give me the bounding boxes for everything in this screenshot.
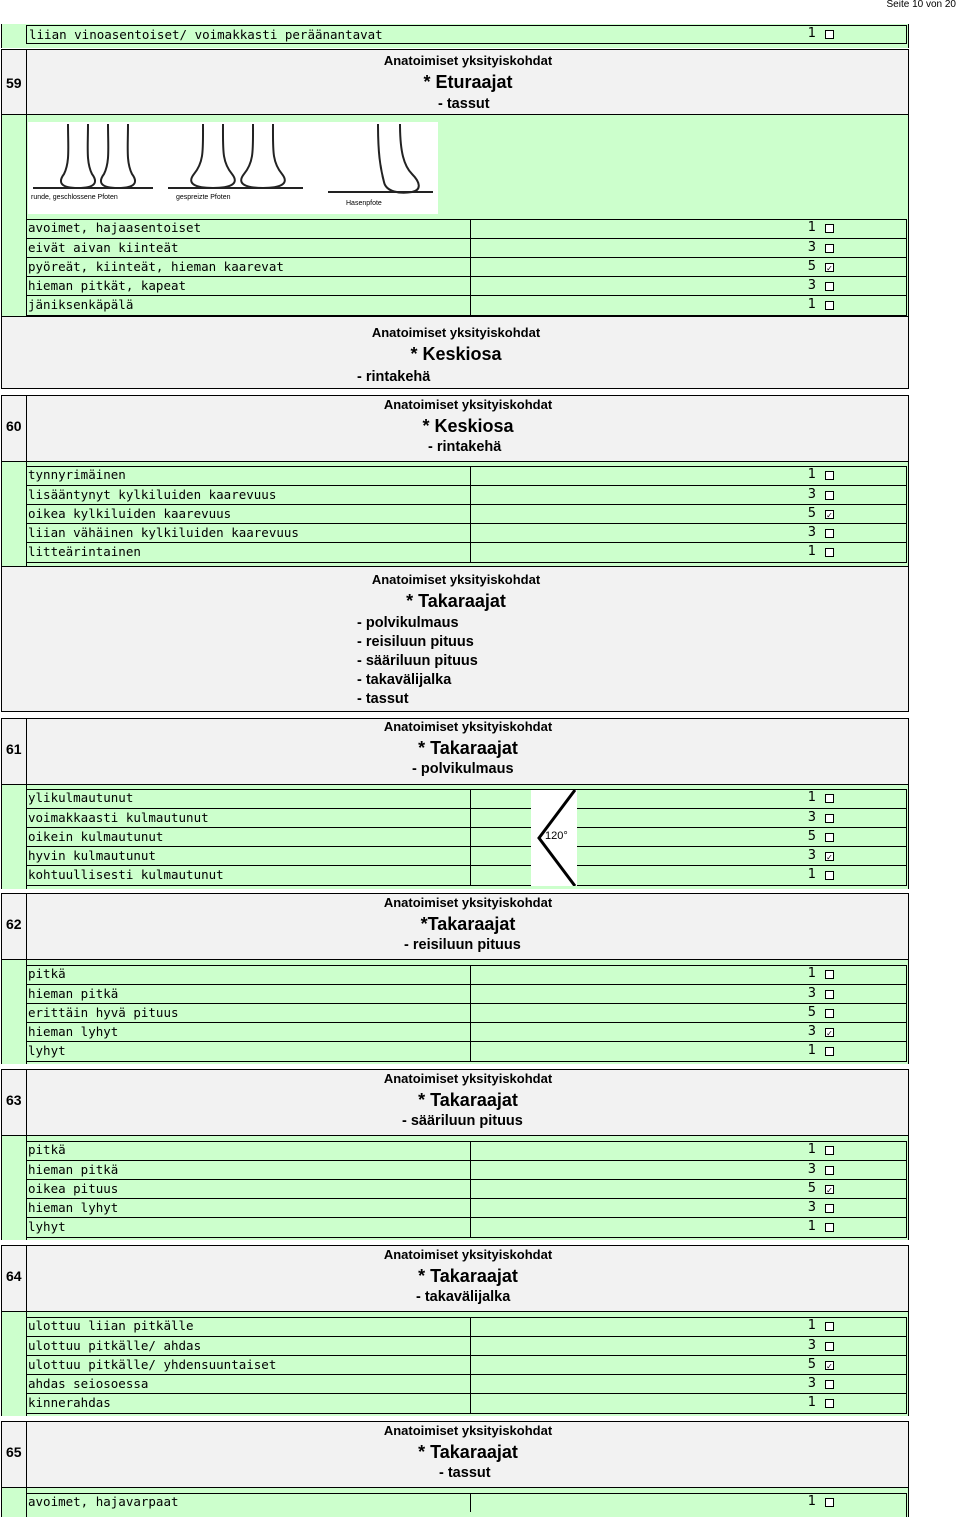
angle-label: 120° <box>545 830 568 842</box>
option-checkbox[interactable] <box>825 282 834 291</box>
option-points: 3 <box>807 487 816 502</box>
option-row <box>26 846 907 865</box>
option-label: oikea pituus <box>26 1180 471 1199</box>
section-title: * Takaraajat <box>418 738 518 758</box>
option-label: pyöreät, kiinteät, hieman kaarevat <box>26 258 471 277</box>
option-label: ulottuu liian pitkälle <box>26 1317 471 1336</box>
option-row <box>26 276 907 295</box>
option-row <box>26 1217 907 1236</box>
number-cell <box>1 115 27 316</box>
option-points: 1 <box>807 1043 816 1058</box>
option-label: avoimet, hajavarpaat <box>26 1493 471 1512</box>
section-title: * Eturaajat <box>423 72 513 92</box>
option-label: lisääntynyt kylkiluiden kaarevuus <box>26 486 471 505</box>
option-points: 1 <box>807 1219 816 1234</box>
option-checkbox[interactable] <box>825 1204 834 1213</box>
option-row <box>26 1022 907 1041</box>
option-row <box>26 789 907 808</box>
option-label: liian vinoasentoiset/ voimakkasti peräänantavat <box>29 27 383 42</box>
option-checkbox[interactable] <box>825 1399 834 1408</box>
option-row <box>26 542 907 561</box>
option-label: hieman pitkä <box>26 1161 471 1180</box>
option-checkbox[interactable] <box>825 548 834 557</box>
option-row <box>26 1355 907 1374</box>
option-checkbox[interactable] <box>825 1322 834 1331</box>
option-points: 3 <box>807 278 816 293</box>
section-title: *Takaraajat <box>420 914 516 934</box>
option-row <box>26 1141 907 1160</box>
page-number: Seite 10 von 20 <box>886 0 956 10</box>
section-number: 64 <box>6 1268 22 1284</box>
option-label: pitkä <box>26 1141 471 1160</box>
option-points: 1 <box>807 1395 816 1410</box>
option-points: 1 <box>807 220 816 235</box>
option-points: 1 <box>807 966 816 981</box>
option-label: litteärintainen <box>26 543 471 562</box>
option-label: kohtuullisesti kulmautunut <box>26 866 471 885</box>
option-checkbox[interactable]: ✓ <box>826 1029 833 1038</box>
section-header-label: Anatoimiset yksityiskohdat <box>383 1247 553 1262</box>
option-label: hyvin kulmautunut <box>26 847 471 866</box>
angle-illustration <box>531 790 577 886</box>
option-checkbox[interactable] <box>825 471 834 480</box>
option-checkbox[interactable]: ✓ <box>826 264 833 273</box>
option-row <box>26 504 907 523</box>
option-row <box>26 523 907 542</box>
option-checkbox[interactable] <box>825 814 834 823</box>
option-row <box>26 984 907 1003</box>
option-points: 3 <box>807 986 816 1001</box>
block-title: * Keskiosa <box>410 344 502 364</box>
option-points: 5 <box>807 1357 816 1372</box>
option-checkbox[interactable] <box>825 491 834 500</box>
option-points: 3 <box>807 240 816 255</box>
section-title: * Takaraajat <box>418 1442 518 1462</box>
option-label: eivät aivan kiinteät <box>26 239 471 258</box>
section-header-label: Anatoimiset yksityiskohdat <box>383 895 553 910</box>
section-header-label: Anatoimiset yksityiskohdat <box>371 325 541 340</box>
section-title: * Takaraajat <box>418 1266 518 1286</box>
option-label: hieman lyhyt <box>26 1023 471 1042</box>
block-line: - takavälijalka <box>357 672 452 688</box>
option-label: voimakkaasti kulmautunut <box>26 809 471 828</box>
block-line: - sääriluun pituus <box>357 653 478 669</box>
image-caption: runde, geschlossene Pfoten <box>31 194 118 201</box>
option-row <box>26 1336 907 1355</box>
option-row <box>26 257 907 276</box>
section-header-label: Anatoimiset yksityiskohdat <box>383 53 553 68</box>
option-label: liian vähäinen kylkiluiden kaarevuus <box>26 524 471 543</box>
section-number: 59 <box>6 75 22 91</box>
section-subtitle: - tassut <box>438 96 490 112</box>
section-header-label: Anatoimiset yksityiskohdat <box>371 572 541 587</box>
number-cell <box>1 785 27 889</box>
section-header-label: Anatoimiset yksityiskohdat <box>383 397 553 412</box>
section-number: 62 <box>6 916 22 932</box>
option-label: avoimet, hajaasentoiset <box>26 219 471 238</box>
option-row <box>26 827 907 846</box>
paw-illustration <box>28 122 438 214</box>
option-points: 3 <box>807 1376 816 1391</box>
option-checkbox[interactable] <box>825 1009 834 1018</box>
option-row <box>26 965 907 984</box>
option-points: 3 <box>807 1162 816 1177</box>
number-cell <box>1 1136 27 1240</box>
option-label: kinnerahdas <box>26 1394 471 1413</box>
option-label: erittäin hyvä pituus <box>26 1004 471 1023</box>
option-row <box>26 808 907 827</box>
section-subtitle: - rintakehä <box>428 439 502 455</box>
option-points: 1 <box>807 867 816 882</box>
option-row <box>26 219 907 238</box>
image-caption: Hasenpfote <box>346 200 382 207</box>
option-checkbox[interactable] <box>825 833 834 842</box>
option-row <box>26 238 907 257</box>
option-row <box>26 1160 907 1179</box>
option-row <box>26 295 907 314</box>
option-label: oikein kulmautunut <box>26 828 471 847</box>
option-checkbox[interactable] <box>825 1380 834 1389</box>
option-points: 5 <box>807 506 816 521</box>
option-row <box>26 1393 907 1412</box>
option-row <box>26 1179 907 1198</box>
block-line: - reisiluun pituus <box>357 634 474 650</box>
option-label: ulottuu pitkälle/ ahdas <box>26 1337 471 1356</box>
number-cell <box>1 1488 27 1517</box>
option-checkbox[interactable] <box>825 529 834 538</box>
block-line: - polvikulmaus <box>357 615 459 631</box>
block-title: * Takaraajat <box>406 591 506 611</box>
section-title: * Keskiosa <box>422 416 514 436</box>
section-subtitle: - polvikulmaus <box>412 761 514 777</box>
option-checkbox[interactable] <box>825 871 834 880</box>
option-points: 5 <box>807 1181 816 1196</box>
option-checkbox[interactable] <box>825 1146 834 1155</box>
option-row <box>26 1041 907 1060</box>
option-label: hieman pitkät, kapeat <box>26 277 471 296</box>
option-points: 5 <box>807 1005 816 1020</box>
option-points: 1 <box>807 1494 816 1509</box>
option-checkbox[interactable] <box>825 1498 834 1507</box>
option-points: 1 <box>807 26 816 41</box>
option-points: 1 <box>807 1142 816 1157</box>
number-cell <box>1 1312 27 1416</box>
option-points: 1 <box>807 467 816 482</box>
option-points: 1 <box>807 1318 816 1333</box>
option-checkbox[interactable] <box>825 301 834 310</box>
option-label: hieman pitkä <box>26 985 471 1004</box>
option-points: 5 <box>807 259 816 274</box>
option-label: tynnyrimäinen <box>26 466 471 485</box>
section-header-label: Anatoimiset yksityiskohdat <box>383 1071 553 1086</box>
section-subtitle: - takavälijalka <box>416 1289 511 1305</box>
section-subtitle: - reisiluun pituus <box>404 937 521 953</box>
option-label: oikea kylkiluiden kaarevuus <box>26 505 471 524</box>
option-row <box>26 466 907 485</box>
option-label: pitkä <box>26 965 471 984</box>
option-row <box>26 1374 907 1393</box>
section-header-label: Anatoimiset yksityiskohdat <box>383 719 553 734</box>
option-label: ylikulmautunut <box>26 789 471 808</box>
section-subtitle: - tassut <box>439 1465 491 1481</box>
section-number: 65 <box>6 1444 22 1460</box>
option-points: 3 <box>807 525 816 540</box>
option-row <box>26 865 907 884</box>
block-subtitle: - rintakehä <box>357 369 431 385</box>
option-checkbox[interactable] <box>825 1342 834 1351</box>
number-cell <box>1 462 27 566</box>
option-checkbox[interactable]: ✓ <box>826 511 833 520</box>
option-points: 3 <box>807 1024 816 1039</box>
option-checkbox[interactable] <box>825 794 834 803</box>
option-row <box>26 1317 907 1336</box>
option-checkbox[interactable]: ✓ <box>826 853 833 862</box>
option-checkbox[interactable] <box>825 990 834 999</box>
section-subtitle: - sääriluun pituus <box>402 1113 523 1129</box>
option-row <box>26 25 907 44</box>
option-checkbox[interactable]: ✓ <box>826 1186 833 1195</box>
option-label: lyhyt <box>26 1042 471 1061</box>
option-checkbox[interactable] <box>825 30 834 39</box>
section-title: * Takaraajat <box>418 1090 518 1110</box>
option-checkbox[interactable] <box>825 1166 834 1175</box>
option-label: hieman lyhyt <box>26 1199 471 1218</box>
image-caption: gespreizte Pfoten <box>176 194 231 201</box>
section-number: 60 <box>6 418 22 434</box>
option-row <box>26 1003 907 1022</box>
option-label: jäniksenkäpälä <box>26 296 471 315</box>
option-points: 3 <box>807 810 816 825</box>
option-checkbox[interactable] <box>825 244 834 253</box>
option-points: 1 <box>807 297 816 312</box>
option-checkbox[interactable] <box>825 1047 834 1056</box>
option-points: 1 <box>807 544 816 559</box>
section-header-label: Anatoimiset yksityiskohdat <box>383 1423 553 1438</box>
option-row <box>26 485 907 504</box>
option-checkbox[interactable] <box>825 224 834 233</box>
option-checkbox[interactable]: ✓ <box>826 1362 833 1371</box>
option-checkbox[interactable] <box>825 1223 834 1232</box>
section-number: 63 <box>6 1092 22 1108</box>
option-points: 3 <box>807 1338 816 1353</box>
section-number: 61 <box>6 741 22 757</box>
option-points: 5 <box>807 829 816 844</box>
option-label: lyhyt <box>26 1218 471 1237</box>
block-line: - tassut <box>357 691 409 707</box>
option-checkbox[interactable] <box>825 970 834 979</box>
option-points: 1 <box>807 790 816 805</box>
number-cell <box>1 960 27 1064</box>
option-points: 3 <box>807 1200 816 1215</box>
option-row <box>26 1493 907 1512</box>
option-points: 3 <box>807 848 816 863</box>
option-row <box>26 1198 907 1217</box>
option-label: ulottuu pitkälle/ yhdensuuntaiset <box>26 1356 471 1375</box>
option-label: ahdas seiosoessa <box>26 1375 471 1394</box>
